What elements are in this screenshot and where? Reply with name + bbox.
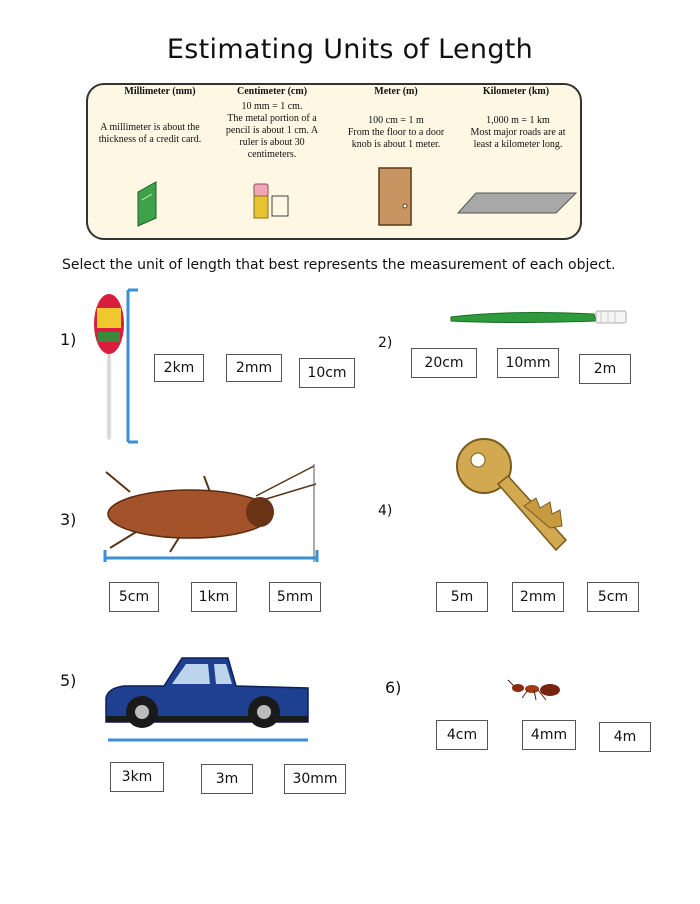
q5-option-30mm[interactable]: 30mm	[284, 764, 346, 794]
page-title: Estimating Units of Length	[166, 34, 534, 65]
q1-option-2km[interactable]: 2km	[154, 354, 204, 382]
q2-option-20cm[interactable]: 20cm	[411, 348, 477, 378]
ref-heading-m: Meter (m)	[374, 86, 418, 97]
question-3-number: 3)	[60, 510, 77, 529]
question-5-number: 5)	[60, 671, 77, 690]
credit-card-icon	[130, 178, 170, 228]
q3-option-5mm[interactable]: 5mm	[269, 582, 321, 612]
q5-option-3m[interactable]: 3m	[201, 764, 253, 794]
road-icon	[456, 190, 578, 216]
q4-option-2mm[interactable]: 2mm	[512, 582, 564, 612]
question-4-number: 4)	[378, 503, 393, 519]
ref-heading-km: Kilometer (km)	[482, 86, 550, 97]
ref-text-cm: 10 mm = 1 cm. The metal portion of a pencil is about 1 cm. A ruler is about 30 centimeters.	[225, 101, 319, 160]
toothbrush-image	[448, 305, 632, 331]
ref-text-km: 1,000 m = 1 km Most major roads are at least a kilometer long.	[470, 115, 566, 150]
q2-option-2m[interactable]: 2m	[579, 354, 631, 384]
q1-option-10cm[interactable]: 10cm	[299, 358, 355, 388]
key-image	[454, 436, 570, 556]
instruction-text: Select the unit of length that best represents the measurement of each object.	[62, 257, 616, 273]
door-icon	[376, 166, 416, 228]
ref-heading-mm: Millimeter (mm)	[124, 86, 196, 97]
pencil-eraser-icon	[248, 182, 298, 226]
ref-heading-cm: Centimeter (cm)	[236, 86, 308, 97]
q4-option-5cm[interactable]: 5cm	[587, 582, 639, 612]
q5-option-3km[interactable]: 3km	[110, 762, 164, 792]
pickup-truck-image	[104, 652, 314, 744]
question-6-number: 6)	[385, 678, 402, 697]
ref-text-m: 100 cm = 1 m From the floor to a door knob is about 1 meter.	[347, 115, 445, 150]
q3-option-1km[interactable]: 1km	[191, 582, 237, 612]
q6-option-4cm[interactable]: 4cm	[436, 720, 488, 750]
cockroach-image	[100, 462, 324, 570]
q2-option-10mm[interactable]: 10mm	[497, 348, 559, 378]
question-1-number: 1)	[60, 330, 77, 349]
q1-option-2mm[interactable]: 2mm	[226, 354, 282, 382]
ref-text-mm: A millimeter is about the thickness of a credit card.	[98, 122, 202, 145]
ant-image	[506, 676, 566, 702]
q6-option-4m[interactable]: 4m	[599, 722, 651, 752]
q3-option-5cm[interactable]: 5cm	[109, 582, 159, 612]
q6-option-4mm[interactable]: 4mm	[522, 720, 576, 750]
lollipop-image	[88, 286, 144, 446]
q4-option-5m[interactable]: 5m	[436, 582, 488, 612]
question-2-number: 2)	[378, 335, 393, 351]
